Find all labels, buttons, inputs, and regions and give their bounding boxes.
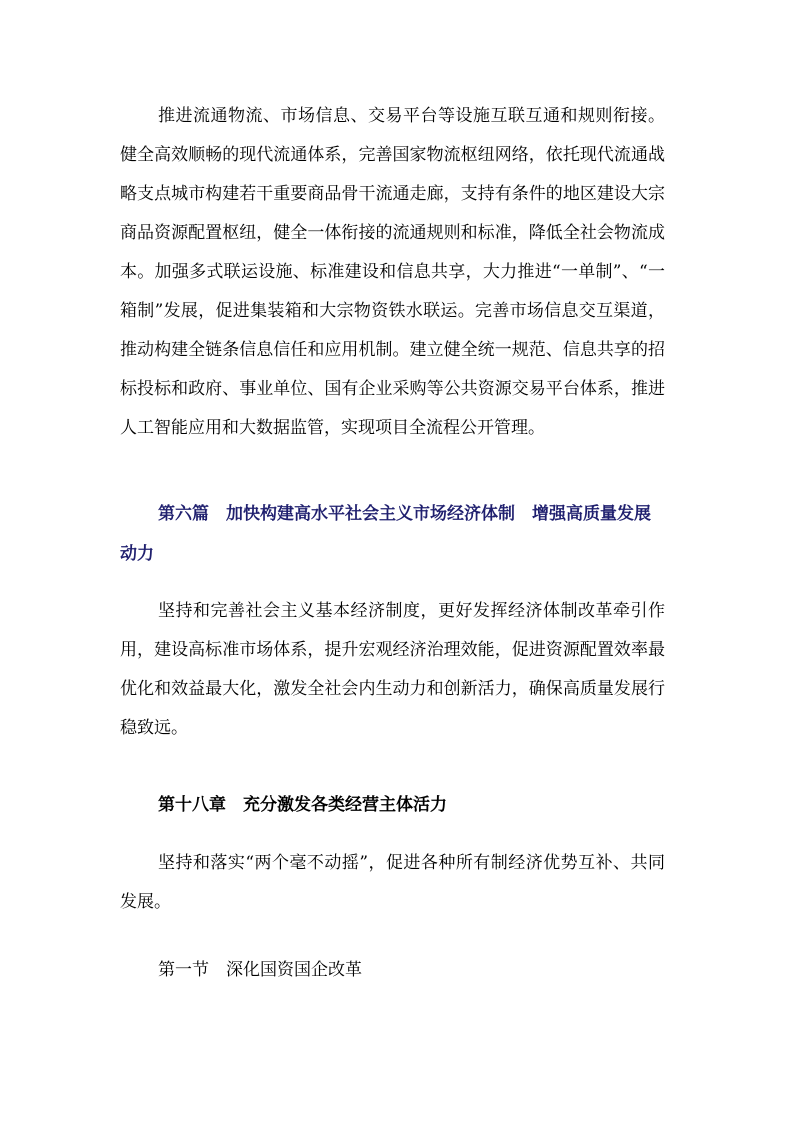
paragraph-part-intro: 坚持和完善社会主义基本经济制度，更好发挥经济体制改革牵引作用，建设高标准市场体系，提升宏观经济治理效能，促进资源配置效率最优化和效益最大化，激发全社会内生动力和创新活力，确保高质量发展行稳致远。 (120, 601, 665, 738)
section-heading: 第一节 深化国资国企改革 (158, 960, 362, 980)
chapter-heading: 第十八章 充分激发各类经营主体活力 (158, 795, 447, 815)
paragraph-circulation-infrastructure: 推进流通物流、市场信息、交易平台等设施互联互通和规则衔接。健全高效顺畅的现代流通体系，完善国家物流枢纽网络，依托现代流通战略支点城市构建若干重要商品骨干流通走廊，支持有条件的地区建设大宗商品资源配置枢纽，健全一体衔接的流通规则和标准，降低全社会物流成本。加强多式联运设施、标准建设和信息共享，大力推进“一单制”、“一箱制”发展，促进集装箱和大宗物资铁水联运。完善市场信息交互渠道，推动构建全链条信息信任和应用机制。建立健全统一规范、信息共享的招标投标和政府、事业单位、国有企业采购等公共资源交易平台体系，推进人工智能应用和大数据监管，实现项目全流程公开管理。 (120, 106, 665, 438)
paragraph-chapter-intro: 坚持和落实“两个毫不动摇”，促进各种所有制经济优势互补、共同发展。 (120, 853, 665, 912)
part-heading: 第六篇 加快构建高水平社会主义市场经济体制 增强高质量发展动力 (120, 504, 651, 564)
